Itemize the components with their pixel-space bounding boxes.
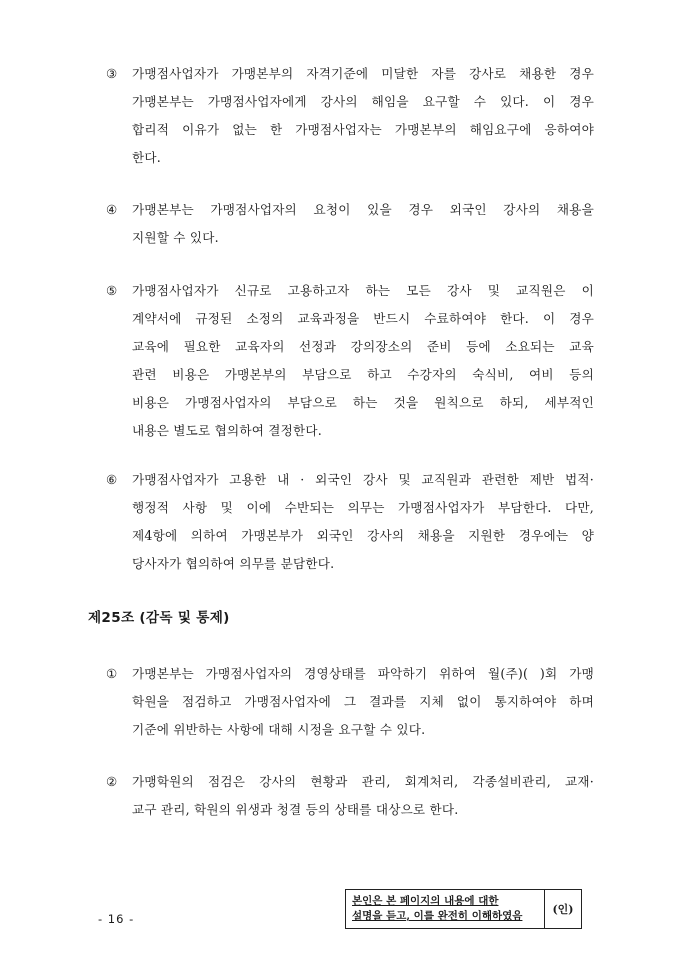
confirmation-line-2: 설명을 듣고, 이를 완전히 이해하였음 xyxy=(352,910,523,922)
clause-line: 제4항에 의하여 가맹본부가 외국인 강사의 채용을 지원한 경우에는 양 xyxy=(132,528,594,543)
clause-line: 관련 비용은 가맹본부의 부담으로 하고 수강자의 숙식비, 여비 등의 xyxy=(132,367,594,382)
clause-line: 가맹본부는 가맹점사업자의 요청이 있을 경우 외국인 강사의 채용을 xyxy=(132,202,594,217)
clause-5 xyxy=(108,277,594,445)
clause-line: 비용은 가맹점사업자의 부담으로 하는 것을 원칙으로 하되, 세부적인 xyxy=(132,395,594,410)
clause-line: 내용은 별도로 협의하여 결정한다. xyxy=(132,423,322,438)
clause-2 xyxy=(108,768,594,824)
page-number: - 16 - xyxy=(98,912,135,926)
clause-line: 한다. xyxy=(132,150,161,165)
clause-line: 가맹점사업자가 신규로 고용하고자 하는 모든 강사 및 교직원은 이 xyxy=(132,283,594,298)
clause-line: 가맹본부는 가맹점사업자의 경영상태를 파악하기 위하여 월(주)( )회 가맹 xyxy=(132,666,594,681)
confirmation-box xyxy=(345,889,582,929)
clause-line: 기준에 위반하는 사항에 대해 시정을 요구할 수 있다. xyxy=(132,722,426,737)
clause-3 xyxy=(108,60,594,172)
clause-number: ⑥ xyxy=(106,472,118,487)
clause-line: 가맹점사업자가 고용한 내 · 외국인 강사 및 교직원과 관련한 제반 법적· xyxy=(132,472,594,487)
confirmation-line-1: 본인은 본 페이지의 내용에 대한 xyxy=(352,895,499,907)
clause-line: 가맹학원의 점검은 강사의 현황과 관리, 회계처리, 각종설비관리, 교재· xyxy=(132,774,594,789)
clause-number: ④ xyxy=(106,202,118,217)
clause-line: 교구 관리, 학원의 위생과 청결 등의 상태를 대상으로 한다. xyxy=(132,802,459,817)
clause-line: 가맹본부는 가맹점사업자에게 강사의 해임을 요구할 수 있다. 이 경우 xyxy=(132,94,594,109)
clause-number: ② xyxy=(106,774,118,789)
clause-number: ⑤ xyxy=(106,283,118,298)
clause-number: ① xyxy=(106,666,118,681)
clause-line: 당사자가 협의하여 의무를 분담한다. xyxy=(132,556,335,571)
clause-line: 가맹점사업자가 가맹본부의 자격기준에 미달한 자를 강사로 채용한 경우 xyxy=(132,66,594,81)
clause-line: 교육에 필요한 교육자의 선정과 강의장소의 준비 등에 소요되는 교육 xyxy=(132,339,594,354)
clause-6 xyxy=(108,466,594,578)
seal-mark: (인) xyxy=(552,903,574,916)
confirmation-text xyxy=(346,890,545,928)
clause-line: 지원할 수 있다. xyxy=(132,230,219,245)
clause-1 xyxy=(108,660,594,744)
clause-4 xyxy=(108,196,594,252)
article-heading: 제25조 (감독 및 통제) xyxy=(88,610,230,626)
clause-line: 계약서에 규정된 소정의 교육과정을 반드시 수료하여야 한다. 이 경우 xyxy=(132,311,594,326)
clause-number: ③ xyxy=(106,66,118,81)
clause-line: 합리적 이유가 없는 한 가맹점사업자는 가맹본부의 해임요구에 응하여야 xyxy=(132,122,594,137)
clause-line: 행정적 사항 및 이에 수반되는 의무는 가맹점사업자가 부담한다. 다만, xyxy=(132,500,594,515)
clause-line: 학원을 점검하고 가맹점사업자에 그 결과를 지체 없이 통지하여야 하며 xyxy=(132,694,594,709)
